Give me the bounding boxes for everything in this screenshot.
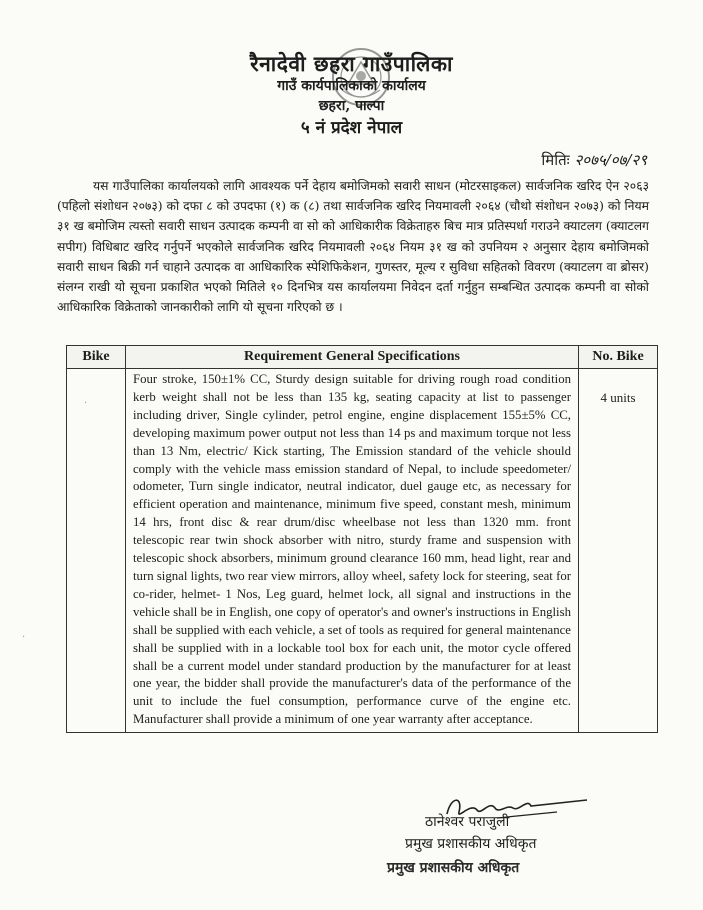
quantity-value: 4 units bbox=[600, 390, 636, 405]
header-specifications: Requirement General Specifications bbox=[126, 346, 579, 369]
scan-speck-icon: · bbox=[84, 398, 88, 409]
header-quantity: No. Bike bbox=[579, 346, 658, 369]
bike-cell bbox=[67, 369, 126, 733]
office-location: छहरा, पाल्पा bbox=[318, 98, 385, 114]
table-row bbox=[67, 369, 658, 733]
date-value: २०७५/०७/२९ bbox=[574, 151, 647, 169]
office-name: रैनादेवी छहरा गाउँपालिका bbox=[250, 51, 453, 76]
quantity-cell bbox=[579, 369, 658, 733]
date-label: मितिः bbox=[541, 151, 570, 169]
notice-body: यस गाउँपालिका कार्यालयको लागि आवश्यक पर्ने देहाय बमोजिमको सवारी साधन (मोटरसाइकल) सार्वजनिक खरिद ऐन २०६३ (पहिलो संशोधन २०७३) को दफा ८ को उपदफा (१) क (८) तथा सार्वजनिक खरिद नियमावली २०६४ (चौथो संशोधन २०७३) को नियम ३१ ख बमोजिम त्यस्तो सवारी साधन उत्पादक कम्पनी वा सो को आधिकारीक विक्रेताहरु बिच मात्र प्रतिस्पर्धा गराउने क्याटलग (क्याटलग सपीग) विधिबाट खरिद गर्नुपर्ने भएकोले सार्वजनिक खरिद नियमावली २०६४ नियम ३१ ख को उपनियम २ अनुसार देहाय बमोजिमको सवारी साधन बिक्री गर्न चाहाने उत्पादक वा आधिकारिक स्पेशिफिकेशन, गुणस्तर, मूल्य र सुविधा सहितको विवरण (क्याटलग वा ब्रोसर) संलग्न राखी यो सूचना प्रकाशित भएको मितिले १० दिनभित्र यस कार्यालयमा निवेदन दर्ता गर्नुहुन सम्बन्धित उत्पादक कम्पनी वा सोको आधिकारिक विक्रेताको जानकारीको लागि यो सूचना गरिएको छ । bbox=[57, 179, 649, 315]
designation-stamp: प्रमुख प्रशासकीय अधिकृत bbox=[387, 860, 520, 876]
province-name: ५ नं प्रदेश नेपाल bbox=[300, 118, 403, 138]
signer-name: ठानेश्वर पराजुली bbox=[425, 814, 510, 830]
scan-speck-icon: · bbox=[22, 632, 26, 643]
specification-cell bbox=[126, 369, 579, 733]
specification-text: Four stroke, 150±1% CC, Sturdy design suitable for driving rough road condition kerb weight shall not be less than 135 kg, seating capacity at list to passenger including driver, Single cylinder, petrol engine, engine displacement 155±5% CC, developing maximum power output not less than 14 ps and maximum torque not less than 13 Nm, electric/ Kick starting, The Emission standard of the vehicle should comply with the vehicle mass emission standard of Nepal, to include speedometer/ odometer, Turn single indicator, neutral indicator, duel gauge etc, as necessary for efficient operation and maintenance, minimum five speed, constant mesh, minimum 14 hrs, front disc & rear drum/disc wheelbase not less than 1320 mm. front telescopic rear twin shock absorber with nitro, sturdy frame and suspension with telescopic shock absorbers, minimum ground clearance 160 mm, head light, rear and turn signal lights, two rear view mirrors, alloy wheel, safety lock for steering, seat for co-rider, helmet- 1 Nos, Leg guard, helmet lock, all signal and instructions in the vehicle shall be in English, one copy of operator's and owner's instructions in English shall be supplied with each vehicle, a set of tools as required for general maintenance shall be supplied with in a lockable tool box for each unit, the motor cycle offered shall be a current model under standard production by the manufacturer for at least one year, the bidder shall provide the manufacturer's data of the performance of the unit to include the fuel consumption, performance curve of the engine etc. Manufacturer shall provide a minimum of one year warranty after acceptance. bbox=[133, 372, 571, 727]
table-header-row bbox=[67, 346, 658, 369]
notice-date bbox=[541, 150, 647, 170]
signer-designation: प्रमुख प्रशासकीय अधिकृत bbox=[405, 836, 537, 852]
office-subtitle: गाउँ कार्यपालिकाको कार्यालय bbox=[277, 78, 426, 94]
header-bike: Bike bbox=[67, 346, 126, 369]
specification-table bbox=[66, 345, 658, 733]
letterhead bbox=[0, 52, 703, 140]
